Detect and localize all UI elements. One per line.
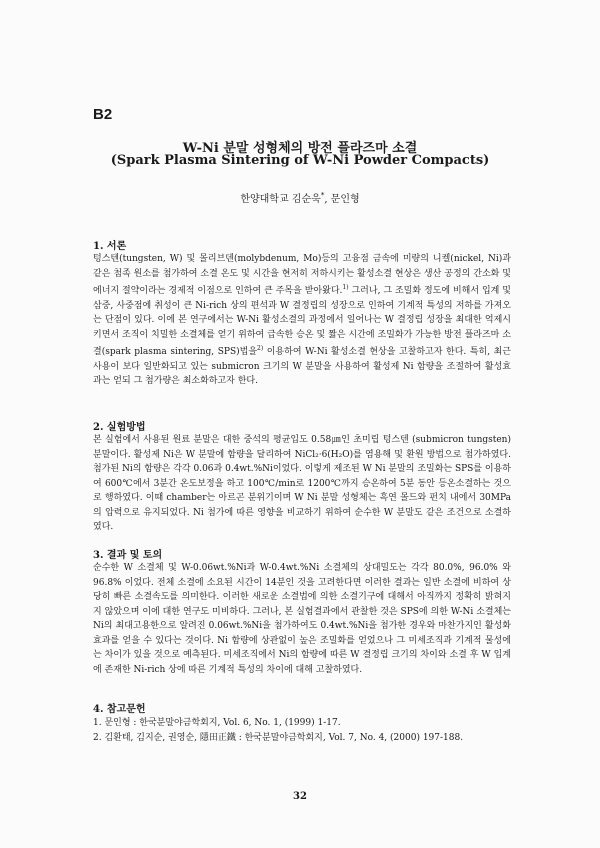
reference-list	[93, 716, 523, 746]
ref-mark-2: 2)	[257, 345, 264, 352]
author-1: 김순욱	[291, 194, 321, 205]
intro-text-3: 이용하여 W-Ni 활성소결 현상을 고찰하고자 한다. 특히, 최근 사용이 보다 일반화되고 있는 submicron 크기의 W 분말을 사용하여 활성제 Ni 함량을 조절하여 활성효과는 얻되 그 첨가량은 최소화하고자 한다.	[93, 347, 511, 386]
author-line	[0, 190, 600, 205]
page-number: 32	[293, 791, 307, 802]
section-heading-intro: 1. 서론	[93, 241, 127, 252]
intro-text-1: 텅스텐(tungsten, W) 및 몰리브덴(molybdenum, Mo)등의 고융점 금속에 미량의 니켈(nickel, Ni)과 같은 첨족 원소를 첨가하여 소결 온도 및 시간을 현저히 저하시키는 활성소결 현상은 생산 공정의 간소화 및 에너지 절약이라는 경제적 이점으로 인하여 큰 주목을 받아왔다.	[93, 254, 511, 296]
section-heading-methods: 2. 실험방법	[93, 422, 146, 433]
section-paragraph-results: 순수한 W 소결체 및 W-0.06wt.%Ni과 W-0.4wt.%Ni 소결체의 상대밀도는 각각 80.0%, 96.0% 와 96.8% 이었다. 전체 소결에 소요된 시간이 14분인 것을 고려한다면 이러한 결과는 일반 소결에 비하여 상당히 빠른 소결속도를 의미한다. 이러한 새로운 소결법에 의한 소결기구에 대해서 아직까지 정확히 밝혀지지 않았으며 이에 대한 연구도 미비하다. 그러나, 본 실험결과에서 관찰한 것은 SPS에 의한 W-Ni 소결체는 Ni의 최대고용한으로 알려진 0.06wt.%Ni을 첨가하여도 0.4wt.%Ni을 첨가한 경우와 마찬가지인 활성화 효과를 얻을 수 있다는 것이다. Ni 함량에 상관없이 높은 조밀화를 얻었으나 그 미세조직과 기계적 물성에는 차이가 있을 것으로 예측된다. 미세조직에서 Ni의 함량에 따른 W 결정립 크기의 차이와 소결 후 W 입계에 존재한 Ni-rich 상에 따른 기계적 특성의 차이에 대해 고찰하였다.	[93, 563, 511, 675]
author-2: , 문인형	[324, 194, 360, 205]
session-code: B2	[93, 106, 113, 123]
ref-mark-1: 1)	[342, 284, 349, 291]
section-paragraph-intro	[93, 252, 511, 389]
reference-item: 1. 문인형 : 한국분말야금학회지, Vol. 6, No. 1, (1999) 1-17.	[93, 718, 341, 728]
section-heading-results: 3. 결과 및 토의	[93, 550, 163, 561]
corresponding-mark: *	[320, 191, 325, 200]
title-korean: W-Ni 분말 성형체의 방전 플라즈마 소결	[182, 141, 418, 156]
reference-item: 2. 김환태, 김지순, 권영순, 隱田正鐵 : 한국분말야금학회지, Vol. 7, No. 4, (2000) 197-188.	[93, 733, 464, 743]
title-english: (Spark Plasma Sintering of W-Ni Powder Compacts)	[110, 153, 490, 168]
author-affiliation: 한양대학교	[240, 194, 289, 205]
section-paragraph-methods: 본 실험에서 사용된 원료 분말은 대한 중석의 평균입도 0.58㎛인 초미립 텅스텐 (submicron tungsten) 분말이다. 활성제 Ni은 W 분말에 함량을 달리하여 NiCl₂·6(H₂O)를 염용해 및 환원 방법으로 첨가하였다. 첨가된 Ni의 함량은 각각 0.06과 0.4wt.%Ni이었다. 이렇게 제조된 W Ni 분말의 조밀화는 SPS를 이용하여 600℃에서 3분간 온도보정을 하고 100℃/min로 1200℃까지 승온하여 5분 동안 등온소결하는 것으로 행하였다. 이때 chamber는 아르곤 분위기이며 W Ni 분말 성형체는 흑연 몰드와 펀치 내에서 30MPa의 압력으로 유지되었다. Ni 첨가에 따른 영향을 비교하기 위하여 순수한 W 분말도 같은 조건으로 소결하였다.	[93, 435, 511, 532]
section-heading-references: 4. 참고문헌	[93, 704, 146, 715]
intro-text-2: 그러나, 그 조밀화 정도에 비해서 입계 및 삼중, 사중점에 취성이 큰 Ni-rich 상의 편석과 W 결정립의 성장으로 인하여 기계적 특성의 저하를 가져오는 단점이 있다. 이에 본 연구에서는 W-Ni 활성소결의 과정에서 일어나는 W 결정립 성장을 최대한 억제시키면서 조직이 치밀한 소결체를 얻기 위하여 급속한 승온 및 짧은 시간에 조밀화가 가능한 방전 플라즈마 소결(spark plasma sintering, SPS)법을	[93, 286, 511, 357]
